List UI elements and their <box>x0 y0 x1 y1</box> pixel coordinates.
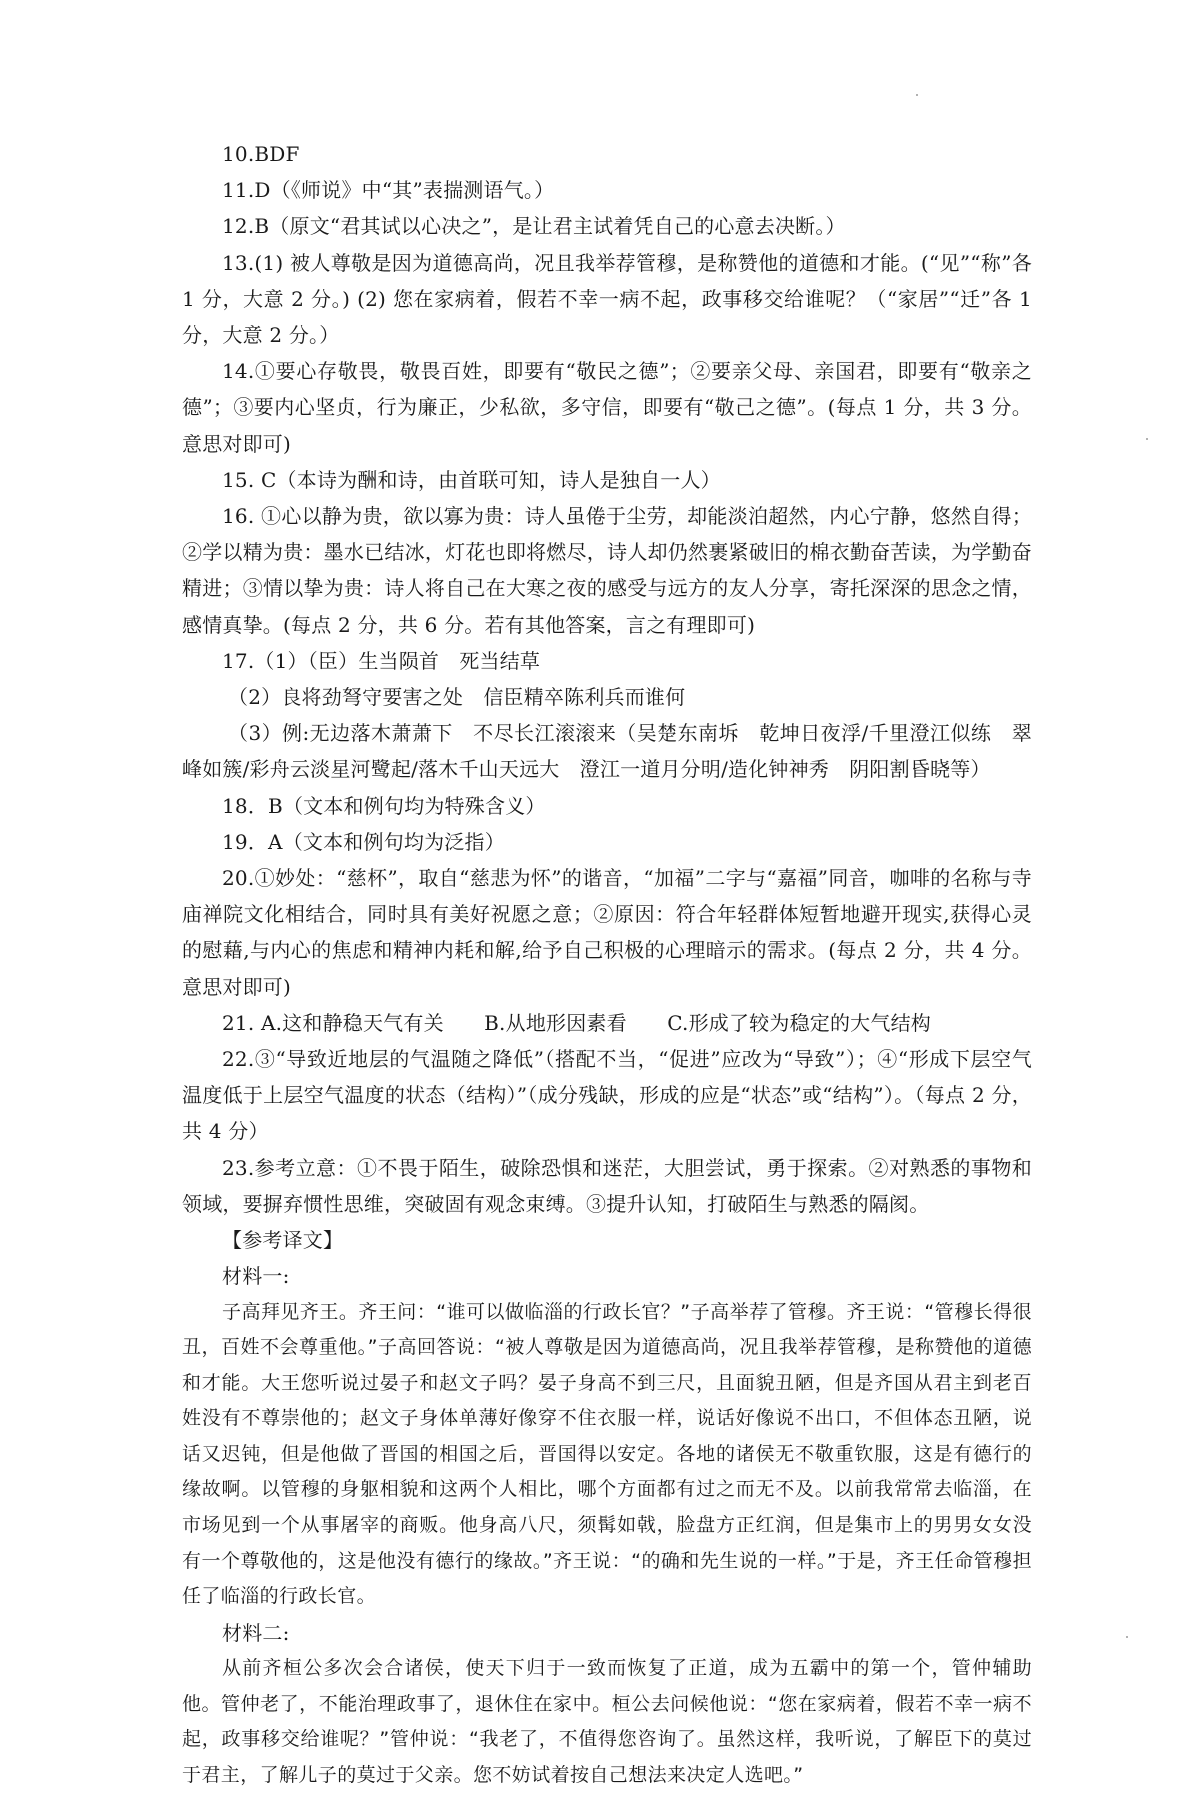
answer-sheet <box>182 136 1032 1793</box>
scan-speck <box>1146 438 1148 440</box>
answer-17-3: （3）例:无边落木萧萧下 不尽长江滚滚来（吴楚东南坼 乾坤日夜浮/千里澄江似练 翠峰如簇/彩舟云淡星河鹭起/落木千山天远大 澄江一道月分明/造化钟神秀 阴阳割昏晓等） <box>182 721 1032 782</box>
answer-22: 22.③“导致近地层的气温随之降低”（搭配不当，“促进”应改为“导致”）；④“形成下层空气温度低于上层空气温度的状态（结构）”（成分残缺，形成的应是“状态”或“结构”）。（每点 2 分，共 4 分） <box>182 1047 1032 1144</box>
answer-23: 23.参考立意：①不畏于陌生，破除恐惧和迷茫，大胆尝试，勇于探索。②对熟悉的事物和领域，要摒弃惯性思维，突破固有观念束缚。③提升认知，打破陌生与熟悉的隔阂。 <box>182 1155 1032 1216</box>
answer-15: 15. C（本诗为酬和诗，由首联可知，诗人是独自一人） <box>222 467 721 492</box>
material-1-text: 子高拜见齐王。齐王问：“谁可以做临淄的行政长官？”子高举荐了管穆。齐王说：“管穆长得很丑，百姓不会尊重他。”子高回答说：“被人尊敬是因为道德高尚，况且我举荐管穆，是称赞他的道德和才能。大王您听说过晏子和赵文子吗？晏子身高不到三尺，且面貌丑陋，但是齐国从君主到老百姓没有不尊崇他的；赵文子身体单薄好像穿不住衣服一样，说话好像说不出口，不但体态丑陋，说话又迟钝，但是他做了晋国的相国之后，晋国得以安定。各地的诸侯无不敬重钦服，这是有德行的缘故啊。以管穆的身躯相貌和这两个人相比，哪个方面都有过之而无不及。以前我常常去临淄，在市场见到一个从事屠宰的商贩。他身高八尺，须髯如戟，脸盘方正红润，但是集市上的男男女女没有一个尊敬他的，这是他没有德行的缘故。”齐王说：“的确和先生说的一样。”于是，齐王任命管穆担任了临淄的行政长官。 <box>182 1300 1032 1608</box>
answer-20: 20.①妙处：“慈杯”，取自“慈悲为怀”的谐音，“加福”二字与“嘉福”同音，咖啡的名称与寺庙禅院文化相结合，同时具有美好祝愿之意；②原因：符合年轻群体短暂地避开现实,获得心灵的慰藉,与内心的焦虑和精神内耗和解,给予自己积极的心理暗示的需求。(每点 2 分，共 4 分。意思对即可) <box>182 866 1032 999</box>
answer-14: 14.①要心存敬畏，敬畏百姓，即要有“敬民之德”；②要亲父母、亲国君，即要有“敬亲之德”；③要内心坚贞，行为廉正，少私欲，多守信，即要有“敬己之德”。(每点 1 分，共 3 分。意思对即可) <box>182 359 1032 456</box>
scan-speck <box>916 94 918 96</box>
answer-13: 13.(1) 被人尊敬是因为道德高尚，况且我举荐管穆，是称赞他的道德和才能。(“见”“称”各 1 分，大意 2 分。) (2) 您在家病着，假若不幸一病不起，政事移交给谁呢？（“家居”“迁”各 1 分，大意 2 分。） <box>182 250 1032 348</box>
translation-heading: 【参考译文】 <box>222 1228 344 1253</box>
answer-21: 21. A.这和静稳天气有关 B.从地形因素看 C.形成了较为稳定的大气结构 <box>222 1010 931 1035</box>
material-2-label: 材料二: <box>222 1620 290 1645</box>
material-2-text: 从前齐桓公多次会合诸侯，使天下归于一致而恢复了正道，成为五霸中的第一个，管仲辅助他。管仲老了，不能治理政事了，退休住在家中。桓公去问候他说：“您在家病着，假若不幸一病不起，政事移交给谁呢？”管仲说：“我老了，不值得您咨询了。虽然这样，我听说，了解臣下的莫过于君主，了解儿子的莫过于父亲。您不妨试着按自己想法来决定人选吧。” <box>182 1657 1032 1786</box>
answer-12: 12.B（原文“君其试以心决之”，是让君主试着凭自己的心意去决断。） <box>222 214 846 239</box>
answer-19: 19．A（文本和例句均为泛指） <box>222 829 505 854</box>
answer-16: 16. ①心以静为贵，欲以寡为贵：诗人虽倦于尘劳，却能淡泊超然，内心宁静，悠然自得；②学以精为贵：墨水已结冰，灯花也即将燃尽，诗人却仍然裹紧破旧的棉衣勤奋苦读，为学勤奋精进；③情以挚为贵：诗人将自己在大寒之夜的感受与远方的友人分享，寄托深深的思念之情，感情真挚。(每点 2 分，共 6 分。若有其他答案，言之有理即可) <box>182 504 1032 637</box>
answer-10: 10.BDF <box>222 142 300 166</box>
answer-11: 11.D（《师说》中“其”表揣测语气。） <box>222 178 555 203</box>
answer-17-1: 17.（1）（臣）生当陨首 死当结草 <box>222 648 541 673</box>
material-1-label: 材料一: <box>222 1264 290 1289</box>
answer-18: 18．B（文本和例句均为特殊含义） <box>222 793 546 818</box>
answer-17-2: （2）良将劲弩守要害之处 信臣精卒陈利兵而谁何 <box>228 685 686 710</box>
scan-speck <box>1126 1636 1128 1638</box>
